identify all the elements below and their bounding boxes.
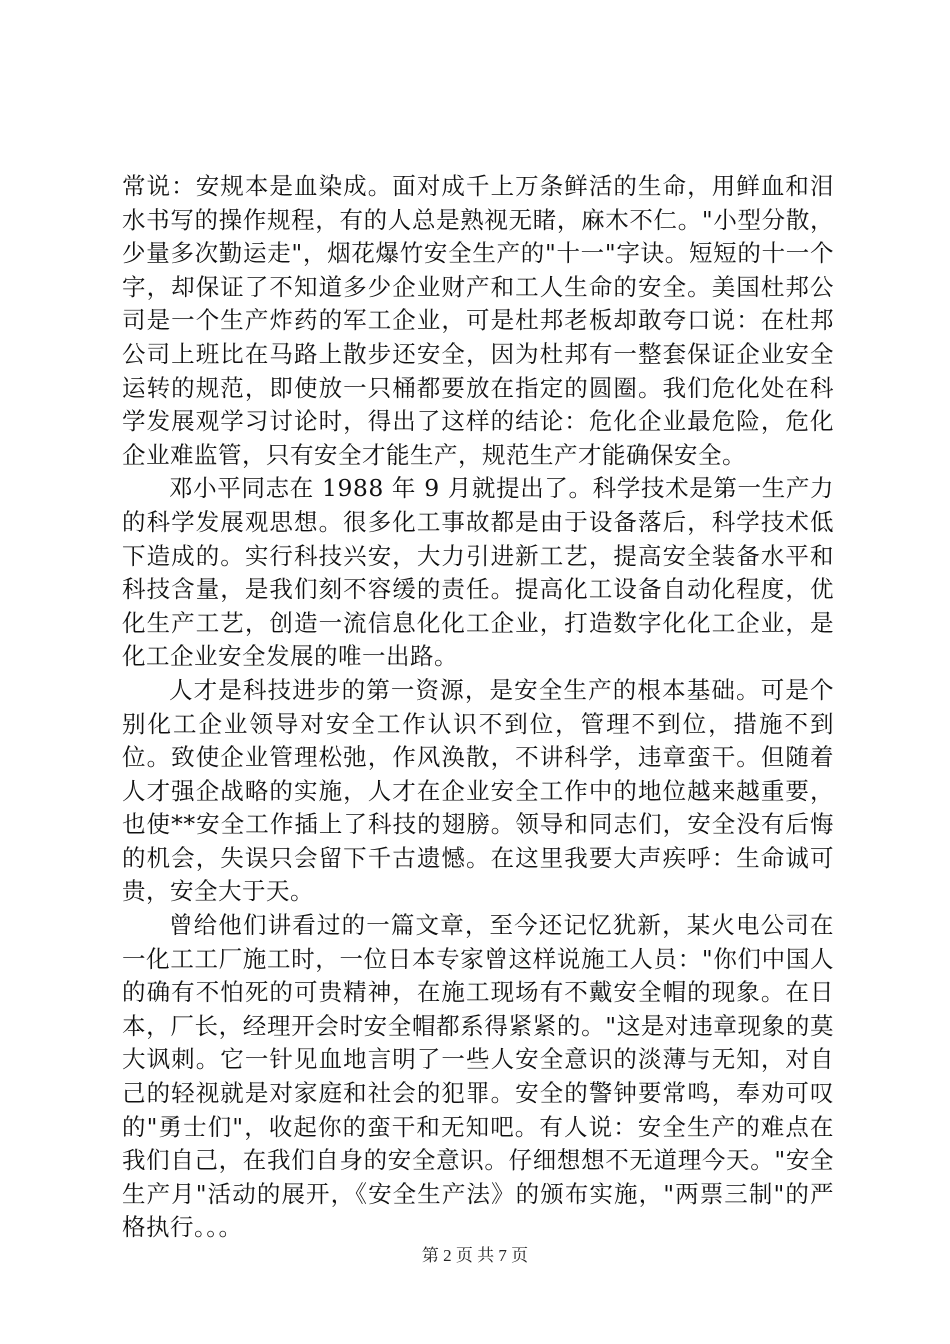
paragraph-safety-rules: 常说：安规本是血染成。面对成千上万条鲜活的生命，用鲜血和泪水书写的操作规程，有的人总是熟视无睹，麻木不仁。"小型分散，少量多次勤运走"，烟花爆竹安全生产的"十一"字诀。短短的十一个字，却保证了不知道多少企业财产和工人生命的安全。美国杜邦公司是一个生产炸药的军工企业，可是杜邦老板却敢夸口说：在杜邦公司上班比在马路上散步还安全，因为杜邦有一整套保证企业安全运转的规范，即使放一只桶都要放在指定的圆圈。我们危化处在科学发展观学习讨论时，得出了这样的结论：危化企业最危险，危化企业难监管，只有安全才能生产，规范生产才能确保安全。 <box>122 172 834 469</box>
document-body <box>122 170 834 1245</box>
paragraph-talent: 人才是科技进步的第一资源，是安全生产的根本基础。可是个别化工企业领导对安全工作认识不到位，管理不到位，措施不到位。致使企业管理松弛，作风涣散，不讲科学，违章蛮干。但随着人才强企战略的实施，人才在企业安全工作中的地位越来越重要，也使**安全工作插上了科技的翅膀。领导和同志们，安全没有后悔的机会，失误只会留下千古遗憾。在这里我要大声疾呼：生命诚可贵，安全大于天。 <box>122 675 834 906</box>
paragraph-science-technology: 邓小平同志在 1988 年 9 月就提出了。科学技术是第一生产力的科学发展观思想。很多化工事故都是由于设备落后，科学技术低下造成的。实行科技兴安，大力引进新工艺，提高安全装备水平和科技含量，是我们刻不容缓的责任。提高化工设备自动化程度，优化生产工艺，创造一流信息化化工企业，打造数字化化工企业，是化工企业安全发展的唯一出路。 <box>122 474 834 671</box>
page-number-footer: 第 2 页 共 7 页 <box>421 1246 529 1265</box>
paragraph-japanese-expert: 曾给他们讲看过的一篇文章，至今还记忆犹新，某火电公司在一化工工厂施工时，一位日本专家曾这样说施工人员："你们中国人的确有不怕死的可贵精神，在施工现场有不戴安全帽的现象。在日本，厂长，经理开会时安全帽都系得紧紧的。"这是对违章现象的莫大讽刺。它一针见血地言明了一些人安全意识的淡薄与无知，对自己的轻视就是对家庭和社会的犯罪。安全的警钟要常鸣，奉劝可叹的"勇士们"，收起你的蛮干和无知吧。有人说：安全生产的难点在我们自己，在我们自身的安全意识。仔细想想不无道理今天。"安全生产月"活动的展开，《安全生产法》的颁布实施，"两票三制"的严格执行。。。 <box>122 911 834 1242</box>
